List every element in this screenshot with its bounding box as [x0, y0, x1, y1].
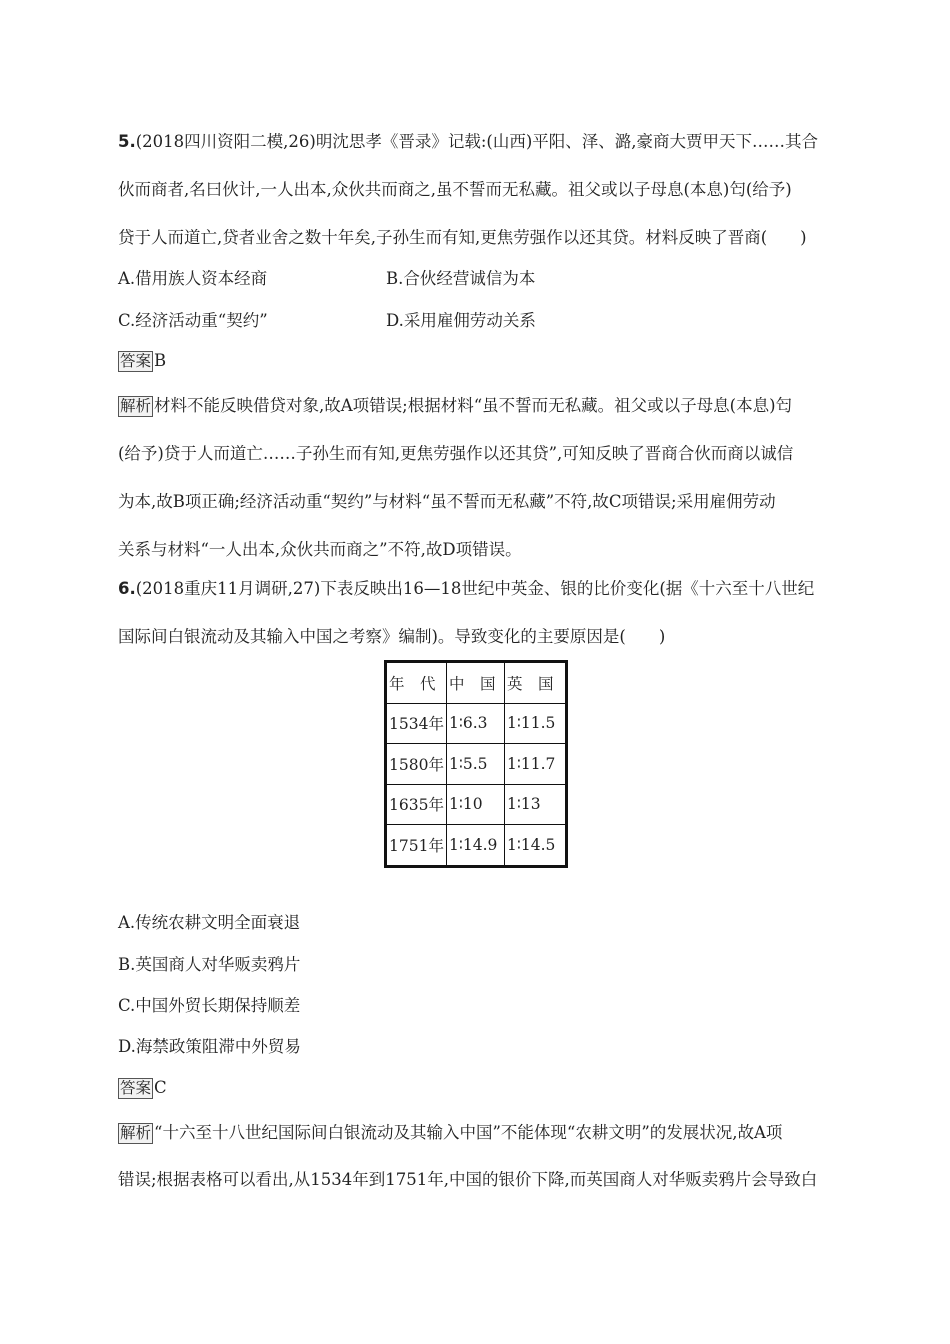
- option-d[interactable]: D.采用雇佣劳动关系: [386, 311, 536, 330]
- table-cell: 1635年: [386, 784, 447, 825]
- answer-row: [118, 350, 166, 372]
- table-cell: 1∶14.5: [504, 825, 566, 867]
- table-cell: 1580年: [386, 744, 447, 785]
- question-stem-line: 伙而商者,名曰伙计,一人出本,众伙共而商之,虽不誓而无私藏。祖父或以子母息(本息)匄(给予): [118, 180, 792, 199]
- option-c[interactable]: C.中国外贸长期保持顺差: [118, 996, 301, 1015]
- table-cell: 1751年: [386, 825, 447, 867]
- table-cell: 1∶5.5: [446, 744, 504, 785]
- table-row: [386, 825, 567, 867]
- option-b[interactable]: B.英国商人对华贩卖鸦片: [118, 955, 301, 974]
- analysis-tag: 解析: [120, 397, 152, 415]
- analysis-text: 材料不能反映借贷对象,故A项错误;根据材料“虽不誓而无私藏。祖父或以子母息(本息)匄: [154, 396, 793, 415]
- option-a[interactable]: A.借用族人资本经商: [118, 269, 268, 288]
- analysis-line: (给予)贷于人而道亡……子孙生而有知,更焦劳强作以还其贷”,可知反映了晋商合伙而商以诚信: [118, 444, 794, 463]
- gold-silver-ratio-table: [384, 660, 568, 868]
- question-stem-line: [118, 578, 814, 600]
- table-row: [386, 703, 567, 744]
- table-cell: 1∶11.5: [504, 703, 566, 744]
- analysis-line: 关系与材料“一人出本,众伙共而商之”不符,故D项错误。: [118, 540, 522, 559]
- table-header-cell: 年 代: [386, 662, 447, 704]
- table-cell: 1∶6.3: [446, 703, 504, 744]
- table-header-cell: 中 国: [446, 662, 504, 704]
- analysis-line: [118, 1122, 782, 1144]
- question-text: (2018重庆11月调研,27)下表反映出16—18世纪中英金、银的比价变化(据《十六至十八世纪: [135, 579, 815, 598]
- option-d[interactable]: D.海禁政策阻滞中外贸易: [118, 1037, 301, 1056]
- analysis-line: [118, 395, 792, 417]
- analysis-tag: 解析: [120, 1124, 152, 1142]
- table-header-row: [386, 662, 567, 704]
- analysis-line: 为本,故B项正确;经济活动重“契约”与材料“虽不誓而无私藏”不符,故C项错误;采用雇佣劳动: [118, 492, 776, 511]
- answer-tag: 答案: [120, 352, 152, 370]
- question-number: 5.: [118, 132, 136, 151]
- table-row: [386, 784, 567, 825]
- answer-value: C: [154, 1078, 167, 1097]
- answer-tag: 答案: [120, 1079, 152, 1097]
- table-cell: 1∶13: [504, 784, 566, 825]
- table-cell: 1∶14.9: [446, 825, 504, 867]
- table-header-cell: 英 国: [504, 662, 566, 704]
- question-stem-line: 国际间白银流动及其输入中国之考察》编制)。导致变化的主要原因是( ): [118, 627, 666, 646]
- table-row: [386, 744, 567, 785]
- question-number: 6.: [118, 579, 136, 598]
- option-c[interactable]: C.经济活动重“契约”: [118, 311, 268, 330]
- option-a[interactable]: A.传统农耕文明全面衰退: [118, 913, 301, 932]
- answer-row: [118, 1077, 167, 1099]
- question-text: (2018四川资阳二模,26)明沈思孝《晋录》记载:(山西)平阳、泽、潞,豪商大贾甲天下……其合: [135, 132, 819, 151]
- analysis-text: “十六至十八世纪国际间白银流动及其输入中国”不能体现“农耕文明”的发展状况,故A项: [154, 1123, 783, 1142]
- option-b[interactable]: B.合伙经营诚信为本: [386, 269, 536, 288]
- table-cell: 1534年: [386, 703, 447, 744]
- answer-value: B: [154, 351, 167, 370]
- table-cell: 1∶11.7: [504, 744, 566, 785]
- question-stem-line: [118, 131, 818, 153]
- table-cell: 1∶10: [446, 784, 504, 825]
- analysis-line: 错误;根据表格可以看出,从1534年到1751年,中国的银价下降,而英国商人对华贩卖鸦片会导致白: [118, 1170, 818, 1189]
- question-stem-line: 贷于人而道亡,贷者业舍之数十年矣,子孙生而有知,更焦劳强作以还其贷。材料反映了晋商( ): [118, 228, 807, 247]
